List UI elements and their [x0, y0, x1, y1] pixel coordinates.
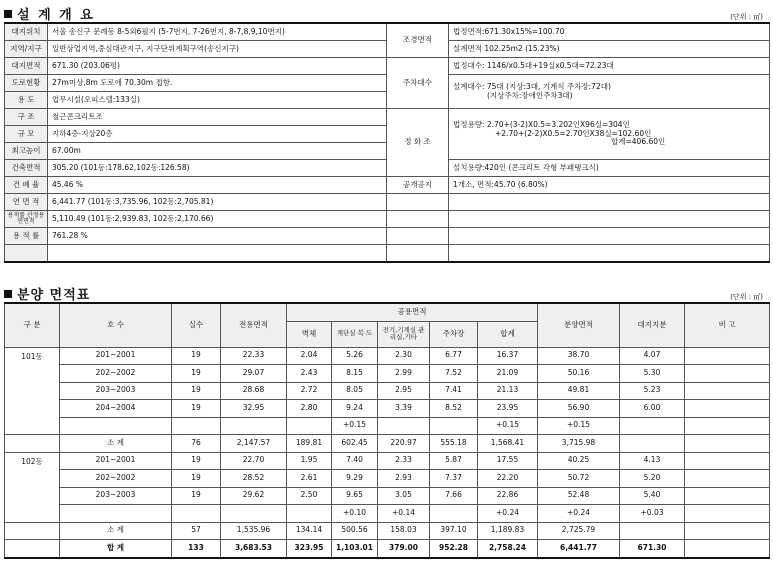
label-land-area: 대지면적 — [5, 58, 48, 75]
cell-sale: 3,715.98 — [538, 435, 620, 453]
septic-line: 합계=406.60인 — [611, 137, 666, 147]
cell-wall: 189.81 — [287, 435, 332, 453]
cell-stairs: 1,103.01 — [332, 540, 378, 558]
value-height: 67.00m — [48, 143, 387, 160]
cell-excl: 28.68 — [221, 382, 287, 400]
value-septic-legal — [449, 109, 770, 160]
label-use: 용 도 — [5, 92, 48, 109]
header-stairs: 계단실 복 도 — [332, 321, 378, 347]
value-structure: 철근콘크리트조 — [48, 109, 387, 126]
cell-land: 4.13 — [620, 452, 685, 470]
value-building-area: 305.20 (101동:178.62,102동:126.58) — [48, 160, 387, 177]
empty-cell — [449, 211, 770, 228]
summary-table — [4, 22, 770, 263]
summary-section-title: 설 계 개 요 — [4, 4, 95, 23]
cell-sum: 22.86 — [478, 487, 538, 505]
cell-wall: 1.95 — [287, 452, 332, 470]
area-unit: (단위 : ㎡) — [730, 293, 763, 301]
label-building-area: 건축면적 — [5, 160, 48, 177]
cell-elec: 3.39 — [378, 400, 430, 418]
cell-park: 7.52 — [430, 365, 478, 383]
header-unit: 호 수 — [60, 303, 172, 347]
cell-excl — [221, 417, 287, 435]
cell-land — [620, 435, 685, 453]
cell-park: 952.28 — [430, 540, 478, 558]
label-scale: 규 모 — [5, 126, 48, 143]
header-elec: 전기,기계실 관리실,기타 — [378, 321, 430, 347]
cell-excl: 29.62 — [221, 487, 287, 505]
table-row — [5, 365, 770, 383]
cell-wall: 2.80 — [287, 400, 332, 418]
cell-land: 5.40 — [620, 487, 685, 505]
square-bullet-icon — [4, 10, 12, 18]
cell-rooms: 19 — [172, 347, 221, 365]
table-row — [5, 470, 770, 488]
parking-design-line: (지상주차:장애인주차3대) — [487, 90, 573, 100]
grand-total-row — [5, 540, 770, 558]
cell-wall: 2.43 — [287, 365, 332, 383]
cell-elec: 2.30 — [378, 347, 430, 365]
value-parking-design — [449, 75, 770, 109]
label-open-space: 공개공지 — [387, 177, 449, 194]
cell-excl — [221, 505, 287, 523]
cell-elec: 2.95 — [378, 382, 430, 400]
cell-elec: 2.93 — [378, 470, 430, 488]
cell-excl: 3,683.53 — [221, 540, 287, 558]
label-zone: 지역/지구 — [5, 41, 48, 58]
cell-rooms — [172, 505, 221, 523]
cell-rooms: 19 — [172, 452, 221, 470]
cell-note — [685, 347, 770, 365]
empty-cell — [5, 245, 48, 263]
cell-excl: 1,535.96 — [221, 522, 287, 540]
cell-wall: 2.61 — [287, 470, 332, 488]
empty-cell — [387, 245, 449, 263]
cell-sum: 23.95 — [478, 400, 538, 418]
cell-stairs: 602.45 — [332, 435, 378, 453]
value-parking-legal: 법정대수: 1146/x0.5대+19실x0.5대=72.23대 — [449, 58, 770, 75]
empty-cell — [387, 194, 449, 211]
cell-park: 7.66 — [430, 487, 478, 505]
cell-rooms: 19 — [172, 382, 221, 400]
septic-line: +2.70+(2-2)X0.5=2.70인X38실=102.60인 — [495, 128, 652, 138]
cell-park: 7.41 — [430, 382, 478, 400]
cell-sale: +0.24 — [538, 505, 620, 523]
cell-stairs: 9.65 — [332, 487, 378, 505]
cell-elec: +0.14 — [378, 505, 430, 523]
cell-elec: 158.03 — [378, 522, 430, 540]
value-far-floor-area: 5,110.49 (101동:2,939.83, 102동:2,170.66) — [48, 211, 387, 228]
summary-row — [5, 194, 770, 211]
cell-sale: 50.72 — [538, 470, 620, 488]
table-row — [5, 505, 770, 523]
cell-land — [620, 522, 685, 540]
cell-note — [685, 400, 770, 418]
label-septic: 정 화 조 — [387, 109, 449, 177]
cell-land: 5.20 — [620, 470, 685, 488]
cell-park: 397.10 — [430, 522, 478, 540]
cell-note — [685, 505, 770, 523]
value-coverage: 45.46 % — [48, 177, 387, 194]
cell-empty — [5, 540, 60, 558]
table-row — [5, 417, 770, 435]
empty-cell — [449, 245, 770, 263]
cell-wall: 323.95 — [287, 540, 332, 558]
cell-wall: 2.50 — [287, 487, 332, 505]
cell-note — [685, 452, 770, 470]
parking-design-line: 설계대수: 75대 (지상:3대, 기계식 주차장:72대) — [453, 81, 611, 91]
cell-stairs: 7.40 — [332, 452, 378, 470]
cell-excl: 2,147.57 — [221, 435, 287, 453]
cell-rooms: 57 — [172, 522, 221, 540]
label-floor-area: 연 면 적 — [5, 194, 48, 211]
cell-park: 555.18 — [430, 435, 478, 453]
cell-sum: 22.20 — [478, 470, 538, 488]
table-row — [5, 382, 770, 400]
cell-land: 6.00 — [620, 400, 685, 418]
cell-rooms: 19 — [172, 365, 221, 383]
cell-elec — [378, 417, 430, 435]
header-note: 비 고 — [685, 303, 770, 347]
cell-rooms: 133 — [172, 540, 221, 558]
subtotal-label: 소 계 — [60, 435, 172, 453]
label-landscape: 조경면적 — [387, 23, 449, 58]
cell-sum: 17.55 — [478, 452, 538, 470]
cell-empty — [5, 522, 60, 540]
cell-note — [685, 470, 770, 488]
label-height: 최고높이 — [5, 143, 48, 160]
label-far-floor-area: 용적률 산정용 연면적 — [5, 211, 48, 228]
summary-row — [5, 211, 770, 228]
value-zone: 일반상업지역,중심대관지구, 지구단위계획구역(송신지구) — [48, 41, 387, 58]
empty-cell — [449, 194, 770, 211]
cell-unit: 201~2001 — [60, 347, 172, 365]
summary-row — [5, 109, 770, 126]
cell-unit: 203~2003 — [60, 487, 172, 505]
cell-excl: 22.70 — [221, 452, 287, 470]
cell-elec: 220.97 — [378, 435, 430, 453]
cell-stairs: 9.24 — [332, 400, 378, 418]
cell-unit — [60, 417, 172, 435]
cell-unit: 202~2002 — [60, 470, 172, 488]
cell-note — [685, 365, 770, 383]
cell-park: 8.52 — [430, 400, 478, 418]
total-label: 합 계 — [60, 540, 172, 558]
cell-land — [620, 417, 685, 435]
empty-cell — [48, 245, 387, 263]
summary-row — [5, 245, 770, 263]
cell-rooms: 19 — [172, 470, 221, 488]
area-table — [4, 302, 770, 559]
cell-park: 7.37 — [430, 470, 478, 488]
header-building: 구 분 — [5, 303, 60, 347]
value-open-space: 1개소, 면적:45.70 (6.80%) — [449, 177, 770, 194]
value-floor-area: 6,441.77 (101동:3,735.96, 102동:2,705.81) — [48, 194, 387, 211]
septic-line: 법정용량: 2.70+(3-2)X0.5=3.202인X96실=304인 — [453, 120, 630, 130]
cell-stairs: 8.05 — [332, 382, 378, 400]
cell-elec: 3.05 — [378, 487, 430, 505]
cell-excl: 29.07 — [221, 365, 287, 383]
value-scale: 지하4층-지상20층 — [48, 126, 387, 143]
cell-land: 671.30 — [620, 540, 685, 558]
cell-wall: 134.14 — [287, 522, 332, 540]
value-land-area: 671.30 (203.06평) — [48, 58, 387, 75]
value-road: 27m미상,8m 도로에 70.30m 접함. — [48, 75, 387, 92]
cell-sum: 21.09 — [478, 365, 538, 383]
cell-sum: 21.13 — [478, 382, 538, 400]
cell-sum: 16.37 — [478, 347, 538, 365]
cell-rooms: 19 — [172, 487, 221, 505]
cell-empty — [5, 435, 60, 453]
cell-park: 6.77 — [430, 347, 478, 365]
cell-stairs: 8.15 — [332, 365, 378, 383]
value-septic-installed: 설치용량:420인 (콘크리트 각형 부패탱크식) — [449, 160, 770, 177]
value-landscape-legal: 법정면적:671.30x15%=100.70 — [449, 23, 770, 41]
cell-sale: 50.16 — [538, 365, 620, 383]
cell-sale: 40.25 — [538, 452, 620, 470]
cell-land: 5.30 — [620, 365, 685, 383]
building-101: 101동 — [5, 347, 60, 435]
cell-note — [685, 540, 770, 558]
building-102: 102동 — [5, 452, 60, 522]
empty-cell — [449, 228, 770, 245]
label-far: 용 적 률 — [5, 228, 48, 245]
value-far: 761.28 % — [48, 228, 387, 245]
cell-note — [685, 417, 770, 435]
cell-sale: 56.90 — [538, 400, 620, 418]
value-use: 업무시설(오피스텔:133실) — [48, 92, 387, 109]
cell-excl: 32.95 — [221, 400, 287, 418]
cell-wall: 2.72 — [287, 382, 332, 400]
label-road: 도로현황 — [5, 75, 48, 92]
cell-park — [430, 505, 478, 523]
cell-unit: 202~2002 — [60, 365, 172, 383]
cell-sale: +0.15 — [538, 417, 620, 435]
header-land: 대지지분 — [620, 303, 685, 347]
cell-unit — [60, 505, 172, 523]
cell-park: 5.87 — [430, 452, 478, 470]
header-exclusive: 전용면적 — [221, 303, 287, 347]
label-site: 대지위치 — [5, 23, 48, 41]
subtotal-row-102 — [5, 522, 770, 540]
square-bullet-icon — [4, 290, 12, 298]
table-row — [5, 487, 770, 505]
summary-unit: (단위 : ㎡) — [730, 13, 763, 21]
cell-stairs: 5.26 — [332, 347, 378, 365]
header-rooms: 실수 — [172, 303, 221, 347]
cell-wall — [287, 417, 332, 435]
cell-sale: 52.48 — [538, 487, 620, 505]
value-landscape-design: 설계면적 102.25m2 (15.23%) — [449, 41, 770, 58]
label-coverage: 건 폐 율 — [5, 177, 48, 194]
table-row — [5, 347, 770, 365]
header-row — [5, 303, 770, 321]
summary-row — [5, 23, 770, 41]
cell-park — [430, 417, 478, 435]
header-common: 공용면적 — [287, 303, 538, 321]
cell-note — [685, 487, 770, 505]
cell-wall — [287, 505, 332, 523]
cell-land: 5.23 — [620, 382, 685, 400]
cell-sum: 2,758.24 — [478, 540, 538, 558]
cell-stairs: 500.56 — [332, 522, 378, 540]
label-parking: 주차대수 — [387, 58, 449, 109]
empty-cell — [387, 228, 449, 245]
value-site: 서울 송신구 문례동 8-5외6필지 (5-7번지, 7-26번지, 8-7,8,9,10번지) — [48, 23, 387, 41]
cell-note — [685, 435, 770, 453]
cell-rooms: 76 — [172, 435, 221, 453]
cell-excl: 28.52 — [221, 470, 287, 488]
summary-row — [5, 177, 770, 194]
cell-elec: 379.00 — [378, 540, 430, 558]
cell-elec: 2.99 — [378, 365, 430, 383]
subtotal-label: 소 계 — [60, 522, 172, 540]
cell-sum: 1,568.41 — [478, 435, 538, 453]
cell-sale: 38.70 — [538, 347, 620, 365]
header-parking: 주차장 — [430, 321, 478, 347]
cell-sale: 6,441.77 — [538, 540, 620, 558]
area-section-title: 분양 면적표 — [4, 284, 90, 303]
cell-unit: 201~2001 — [60, 452, 172, 470]
cell-excl: 22.33 — [221, 347, 287, 365]
summary-row — [5, 58, 770, 75]
cell-stairs: +0.10 — [332, 505, 378, 523]
cell-stairs: +0.15 — [332, 417, 378, 435]
label-structure: 구 조 — [5, 109, 48, 126]
cell-note — [685, 522, 770, 540]
summary-row — [5, 228, 770, 245]
cell-stairs: 9.29 — [332, 470, 378, 488]
cell-sale: 49.81 — [538, 382, 620, 400]
cell-note — [685, 382, 770, 400]
cell-unit: 204~2004 — [60, 400, 172, 418]
cell-sum: +0.24 — [478, 505, 538, 523]
header-sum: 합계 — [478, 321, 538, 347]
cell-elec: 2.33 — [378, 452, 430, 470]
cell-rooms: 19 — [172, 400, 221, 418]
table-row — [5, 452, 770, 470]
cell-rooms — [172, 417, 221, 435]
header-wall: 벽체 — [287, 321, 332, 347]
subtotal-row-101 — [5, 435, 770, 453]
table-row — [5, 400, 770, 418]
cell-land: +0.03 — [620, 505, 685, 523]
cell-sum: 1,189.83 — [478, 522, 538, 540]
cell-sale: 2,725.79 — [538, 522, 620, 540]
header-sale: 분양면적 — [538, 303, 620, 347]
cell-land: 4.07 — [620, 347, 685, 365]
empty-cell — [387, 211, 449, 228]
cell-wall: 2.04 — [287, 347, 332, 365]
cell-sum: +0.15 — [478, 417, 538, 435]
cell-unit: 203~2003 — [60, 382, 172, 400]
